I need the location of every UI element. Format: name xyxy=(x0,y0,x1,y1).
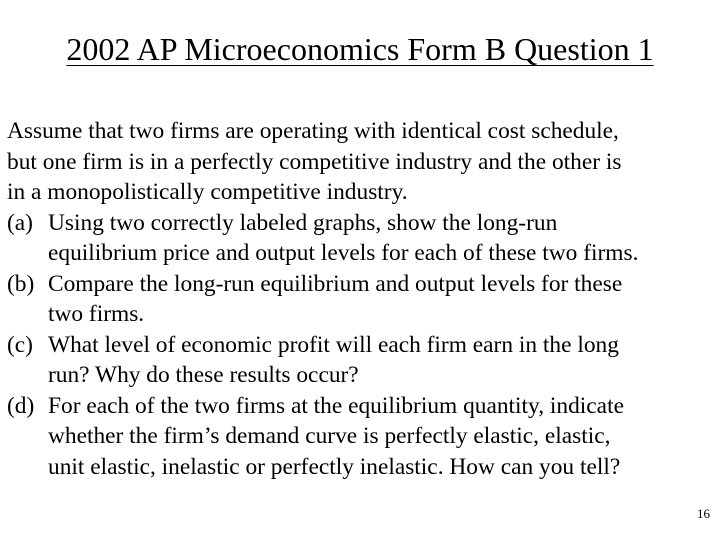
question-line: whether the firm’s demand curve is perfectly elastic, elastic, xyxy=(48,423,611,449)
intro-paragraph xyxy=(7,116,715,208)
question-line: What level of economic profit will each firm earn in the long xyxy=(48,331,619,358)
question-line: two firms. xyxy=(48,301,145,327)
question-b xyxy=(7,269,715,330)
question-text xyxy=(48,330,715,391)
slide-title: 2002 AP Microeconomics Form B Question 1 xyxy=(66,31,654,67)
question-marker: (d) xyxy=(7,392,35,419)
question-line: Compare the long-run equilibrium and output levels for these xyxy=(48,270,623,297)
question-line: Using two correctly labeled graphs, show the long-run xyxy=(48,209,558,236)
intro-line: but one firm is in a perfectly competitive industry and the other is xyxy=(7,148,622,175)
question-a xyxy=(7,208,715,269)
intro-line: in a monopolistically competitive industry. xyxy=(7,179,408,205)
question-line: For each of the two firms at the equilibrium quantity, indicate xyxy=(48,392,624,419)
question-line: run? Why do these results occur? xyxy=(48,362,359,388)
question-line: unit elastic, inelastic or perfectly inelastic. How can you tell? xyxy=(48,453,621,480)
question-marker: (a) xyxy=(7,209,33,236)
question-line: equilibrium price and output levels for each of these two firms. xyxy=(48,240,639,266)
question-list xyxy=(7,208,715,483)
slide-body xyxy=(7,116,715,482)
question-c xyxy=(7,330,715,391)
question-text xyxy=(48,208,715,269)
question-d xyxy=(7,391,715,483)
intro-line: Assume that two firms are operating with identical cost schedule, xyxy=(7,118,619,144)
slide-number: 16 xyxy=(697,506,710,521)
question-marker: (b) xyxy=(7,270,35,297)
question-text xyxy=(48,269,715,330)
question-marker: (c) xyxy=(7,331,33,358)
question-text xyxy=(48,391,715,483)
